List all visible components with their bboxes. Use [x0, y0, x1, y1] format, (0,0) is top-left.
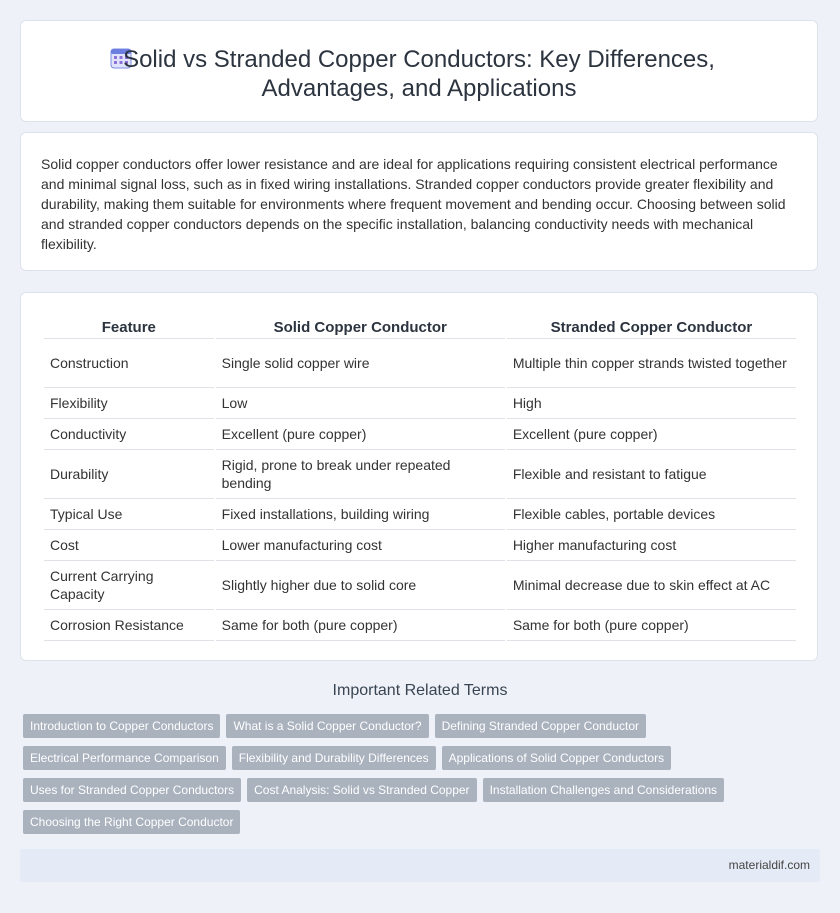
page-title-line-2: Advantages, and Applications: [261, 75, 577, 102]
table-header-row: [44, 314, 796, 339]
table-cell: Same for both (pure copper): [216, 610, 505, 641]
table-cell: Slightly higher due to solid core: [216, 561, 505, 610]
related-term-tag[interactable]: Cost Analysis: Solid vs Stranded Copper: [247, 778, 476, 802]
table-row: [44, 610, 796, 641]
related-term-tag[interactable]: Uses for Stranded Copper Conductors: [23, 778, 241, 802]
table-cell: Minimal decrease due to skin effect at AC: [507, 561, 796, 610]
table-cell: Flexible and resistant to fatigue: [507, 450, 796, 499]
header-feature: Feature: [44, 314, 214, 339]
intro-card: [20, 132, 818, 271]
table-cell: Durability: [44, 450, 214, 499]
table-row: [44, 419, 796, 450]
title-card: [20, 20, 818, 122]
related-term-tag[interactable]: Applications of Solid Copper Conductors: [442, 746, 671, 770]
table-cell: Flexibility: [44, 388, 214, 419]
table-cell: Corrosion Resistance: [44, 610, 214, 641]
related-term-tag[interactable]: Installation Challenges and Considerations: [483, 778, 724, 802]
related-terms-heading: Important Related Terms: [332, 682, 508, 699]
table-cell: Multiple thin copper strands twisted together: [507, 339, 796, 388]
table-cell: Same for both (pure copper): [507, 610, 796, 641]
table-cell: Low: [216, 388, 505, 419]
related-term-tag[interactable]: Choosing the Right Copper Conductor: [23, 810, 240, 834]
related-term-tag[interactable]: What is a Solid Copper Conductor?: [226, 714, 428, 738]
related-term-tag[interactable]: Flexibility and Durability Differences: [232, 746, 436, 770]
table-cell: Conductivity: [44, 419, 214, 450]
header-solid: Solid Copper Conductor: [216, 314, 505, 339]
comparison-card: [20, 292, 818, 661]
page-title: [21, 45, 817, 103]
related-terms-list: [23, 714, 743, 842]
header-stranded: Stranded Copper Conductor: [507, 314, 796, 339]
table-row: [44, 339, 796, 388]
footer-site-link[interactable]: materialdif.com: [728, 858, 810, 872]
table-row: [44, 388, 796, 419]
table-cell: Current Carrying Capacity: [44, 561, 214, 610]
table-cell: Single solid copper wire: [216, 339, 505, 388]
table-cell: Flexible cables, portable devices: [507, 499, 796, 530]
related-term-tag[interactable]: Defining Stranded Copper Conductor: [435, 714, 646, 738]
related-term-tag[interactable]: Introduction to Copper Conductors: [23, 714, 220, 738]
footer: [20, 849, 820, 882]
table-cell: High: [507, 388, 796, 419]
table-row: [44, 561, 796, 610]
comparison-table: [42, 314, 798, 641]
table-cell: Rigid, prone to break under repeated bending: [216, 450, 505, 499]
intro-paragraph: Solid copper conductors offer lower resistance and are ideal for applications requiring consistent electrical performance and minimal signal loss, such as in fixed wiring installations. Stranded copper conductors provide greater flexibility and durability, making them suitable for environments where frequent movement and bending occur. Choosing between solid and stranded copper conductors depends on the specific installation, balancing conductivity needs with mechanical flexibility.: [41, 156, 786, 252]
table-cell: Typical Use: [44, 499, 214, 530]
table-cell: Cost: [44, 530, 214, 561]
table-row: [44, 530, 796, 561]
related-term-tag[interactable]: Electrical Performance Comparison: [23, 746, 226, 770]
table-cell: Excellent (pure copper): [216, 419, 505, 450]
table-row: [44, 499, 796, 530]
table-cell: Construction: [44, 339, 214, 388]
table-cell: Excellent (pure copper): [507, 419, 796, 450]
table-cell: Fixed installations, building wiring: [216, 499, 505, 530]
table-cell: Lower manufacturing cost: [216, 530, 505, 561]
table-row: [44, 450, 796, 499]
table-cell: Higher manufacturing cost: [507, 530, 796, 561]
page-title-line-1: Solid vs Stranded Copper Conductors: Key Differences,: [123, 46, 715, 73]
